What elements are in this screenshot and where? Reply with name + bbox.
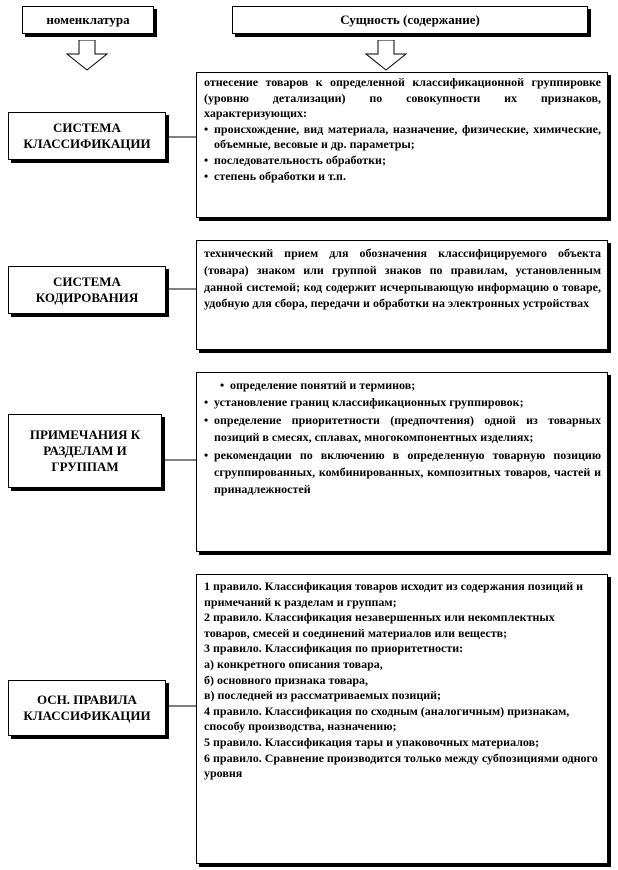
- description-bullet-list: [204, 122, 601, 184]
- description-intro: отнесение товаров к определенной классификационной группировке (уровню детализации) по совокупности их признаков, характеризующих:: [204, 75, 601, 121]
- header-nomenclature-label: номенклатура: [46, 12, 130, 27]
- rule-line: 1 правило. Классификация товаров исходит из содержания позиций и примечаний к разделам и группам;: [204, 579, 584, 609]
- bullet-item: • определение понятий и терминов;: [220, 377, 601, 394]
- description-notes-to-sections: [196, 372, 608, 552]
- header-essence-label: Сущность (содержание): [340, 12, 480, 27]
- term-label: ПРИМЕЧАНИЯ К РАЗДЕЛАМ И ГРУППАМ: [29, 427, 141, 474]
- term-label: СИСТЕМА КЛАССИФИКАЦИИ: [23, 120, 151, 151]
- rule-line: 6 правило. Сравнение производится только между субпозициями одного уровня: [204, 750, 598, 781]
- term-label: ОСН. ПРАВИЛА КЛАССИФИКАЦИИ: [23, 692, 151, 723]
- rule-line: 5 правило. Классификация тары и упаковочных материалов;: [204, 734, 540, 749]
- rule-line: 2 правило. Классификация незавершенных или некомплектных товаров, смесей и соединений материалов или веществ;: [204, 610, 555, 640]
- description-text: технический прием для обозначения классифицируемого объекта (товара) знаком или группой знаков по правилам, установленным данной системой; код содержит исчерпывающую информацию о товаре, удобную для сбора, передачи и обработки на электронных устройствах: [204, 246, 601, 311]
- term-notes-to-sections: [8, 414, 162, 488]
- bullet-item: • определение приоритетности (предпочтения) одной из товарных позиций в смесях, сплавах, многокомпонентных изделиях;: [204, 412, 601, 447]
- bullet-item: • рекомендации по включению в определенную товарную позицию сгруппированных, комбинированных, композитных товаров, частей и принадлежностей: [204, 447, 601, 499]
- rule-line: в) последней из рассматриваемых позиций;: [204, 688, 442, 703]
- description-bullet-list: [204, 377, 601, 499]
- bullet-item: • последовательность обработки;: [204, 153, 601, 169]
- rule-line: 3 правило. Классификация по приоритетности:: [204, 641, 464, 656]
- rule-line: 4 правило. Классификация по сходным (аналогичным) признакам, способу производства, назначению;: [204, 703, 570, 734]
- description-coding-system: [196, 240, 608, 350]
- term-classification-system: [8, 112, 166, 160]
- rule-line: б) основного признака товара,: [204, 672, 369, 687]
- bullet-item: • степень обработки и т.п.: [204, 169, 601, 185]
- description-main-classification-rules: [196, 574, 608, 864]
- bullet-item: • происхождение, вид материала, назначение, физические, химические, объемные, весовые и др. параметры;: [204, 122, 601, 153]
- bullet-item: • установление границ классификационных группировок;: [204, 394, 601, 411]
- term-label: СИСТЕМА КОДИРОВАНИЯ: [35, 274, 139, 305]
- description-classification-system: [196, 72, 608, 218]
- rule-line: а) конкретного описания товара,: [204, 656, 383, 671]
- term-main-classification-rules: [8, 680, 166, 736]
- term-coding-system: [8, 266, 166, 314]
